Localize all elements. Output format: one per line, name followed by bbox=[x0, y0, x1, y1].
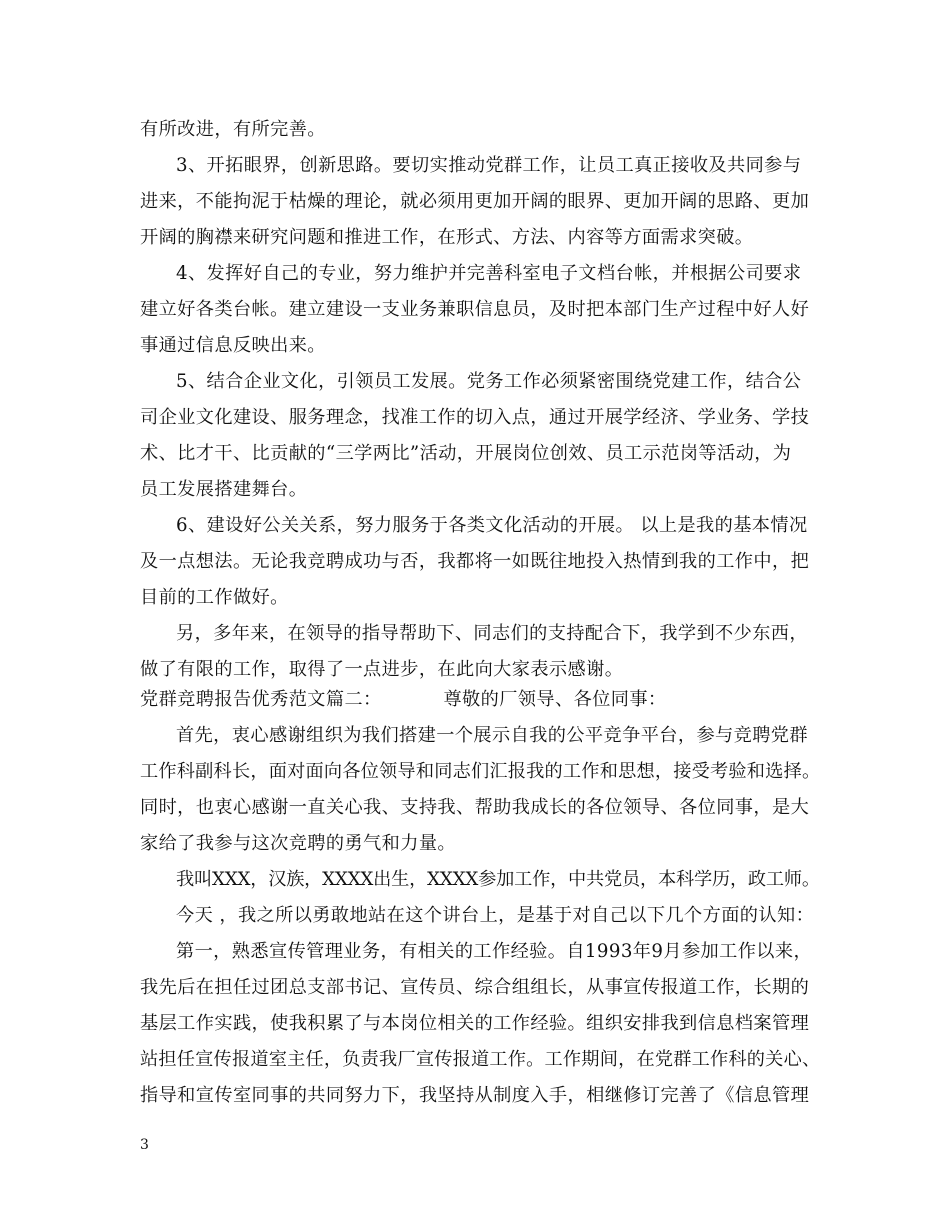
text-line: 首先，衷心感谢组织为我们搭建一个展示自我的公平竞争平台，参与竞聘党群 bbox=[176, 725, 808, 746]
text-line: 进来，不能拘泥于枯燥的理论，就必须用更加开阔的眼界、更加开阔的思路、更加 bbox=[140, 191, 810, 212]
text-line: 员工发展搭建舞台。 bbox=[140, 479, 308, 500]
text-line: 工作科副科长，面对面向各位领导和同志们汇报我的工作和思想，接受考验和选择。 bbox=[140, 761, 821, 782]
text-line: 开阔的胸襟来研究问题和推进工作，在形式、方法、内容等方面需求突破。 bbox=[140, 227, 754, 248]
text-line: 及一点想法。无论我竞聘成功与否，我都将一如既往地投入热情到我的工作中，把 bbox=[140, 551, 810, 572]
text-line: 3、开拓眼界，创新思路。要切实推动党群工作，让员工真正接收及共同参与 bbox=[176, 155, 802, 176]
text-line: 术、比才干、比贡献的“三学两比”活动，开展岗位创效、员工示范岗等活动，为 bbox=[140, 443, 792, 464]
text-line: 指导和宣传室同事的共同努力下，我坚持从制度入手，相继修订完善了《信息管理 bbox=[140, 1085, 810, 1106]
text-line: 有所改进，有所完善。 bbox=[140, 119, 326, 140]
text-line: 司企业文化建设、服务理念，找准工作的切入点，通过开展学经济、学业务、学技 bbox=[140, 407, 810, 428]
text-line: 另，多年来，在领导的指导帮助下、同志们的支持配合下，我学到不少东西， bbox=[176, 623, 808, 644]
text-line: 同时，也衷心感谢一直关心我、支持我、帮助我成长的各位领导、各位同事，是大 bbox=[140, 797, 810, 818]
page-number: 3 bbox=[140, 1137, 149, 1153]
text-line: 建立好各类台帐。建立建设一支业务兼职信息员，及时把本部门生产过程中好人好 bbox=[140, 299, 810, 320]
text-line: 6、建设好公关关系，努力服务于各类文化活动的开展。 以上是我的基本情况 bbox=[176, 515, 808, 536]
text-line: 我叫XXX，汉族，XXXX出生，XXXX参加工作，中共党员，本科学历，政工师。 bbox=[176, 869, 820, 890]
text-line: 我先后在担任过团总支部书记、宣传员、综合组组长，从事宣传报道工作，长期的 bbox=[140, 977, 810, 998]
text-line: 事通过信息反映出来。 bbox=[140, 335, 326, 356]
text-line: 4、发挥好自己的专业，努力维护并完善科室电子文档台帐，并根据公司要求 bbox=[176, 263, 802, 284]
text-line: 做了有限的工作，取得了一点进步，在此向大家表示感谢。 bbox=[140, 659, 624, 680]
text-line: 家给了我参与这次竞聘的勇气和力量。 bbox=[140, 833, 456, 854]
text-line: 今天 ，我之所以勇敢地站在这个讲台上，是基于对自己以下几个方面的认知： bbox=[176, 905, 815, 926]
section-heading: 党群竞聘报告优秀范文篇二： 尊敬的厂领导、各位同事： bbox=[140, 689, 667, 710]
text-line: 第一，熟悉宣传管理业务，有相关的工作经验。自1993年9月参加工作以来， bbox=[176, 941, 813, 962]
text-line: 5、结合企业文化，引领员工发展。党务工作必须紧密围绕党建工作，结合公 bbox=[176, 371, 802, 392]
text-line: 基层工作实践，使我积累了与本岗位相关的工作经验。组织安排我到信息档案管理 bbox=[140, 1013, 810, 1034]
text-line: 目前的工作做好。 bbox=[140, 587, 289, 608]
text-line: 站担任宣传报道室主任，负责我厂宣传报道工作。工作期间，在党群工作科的关心、 bbox=[140, 1049, 821, 1070]
